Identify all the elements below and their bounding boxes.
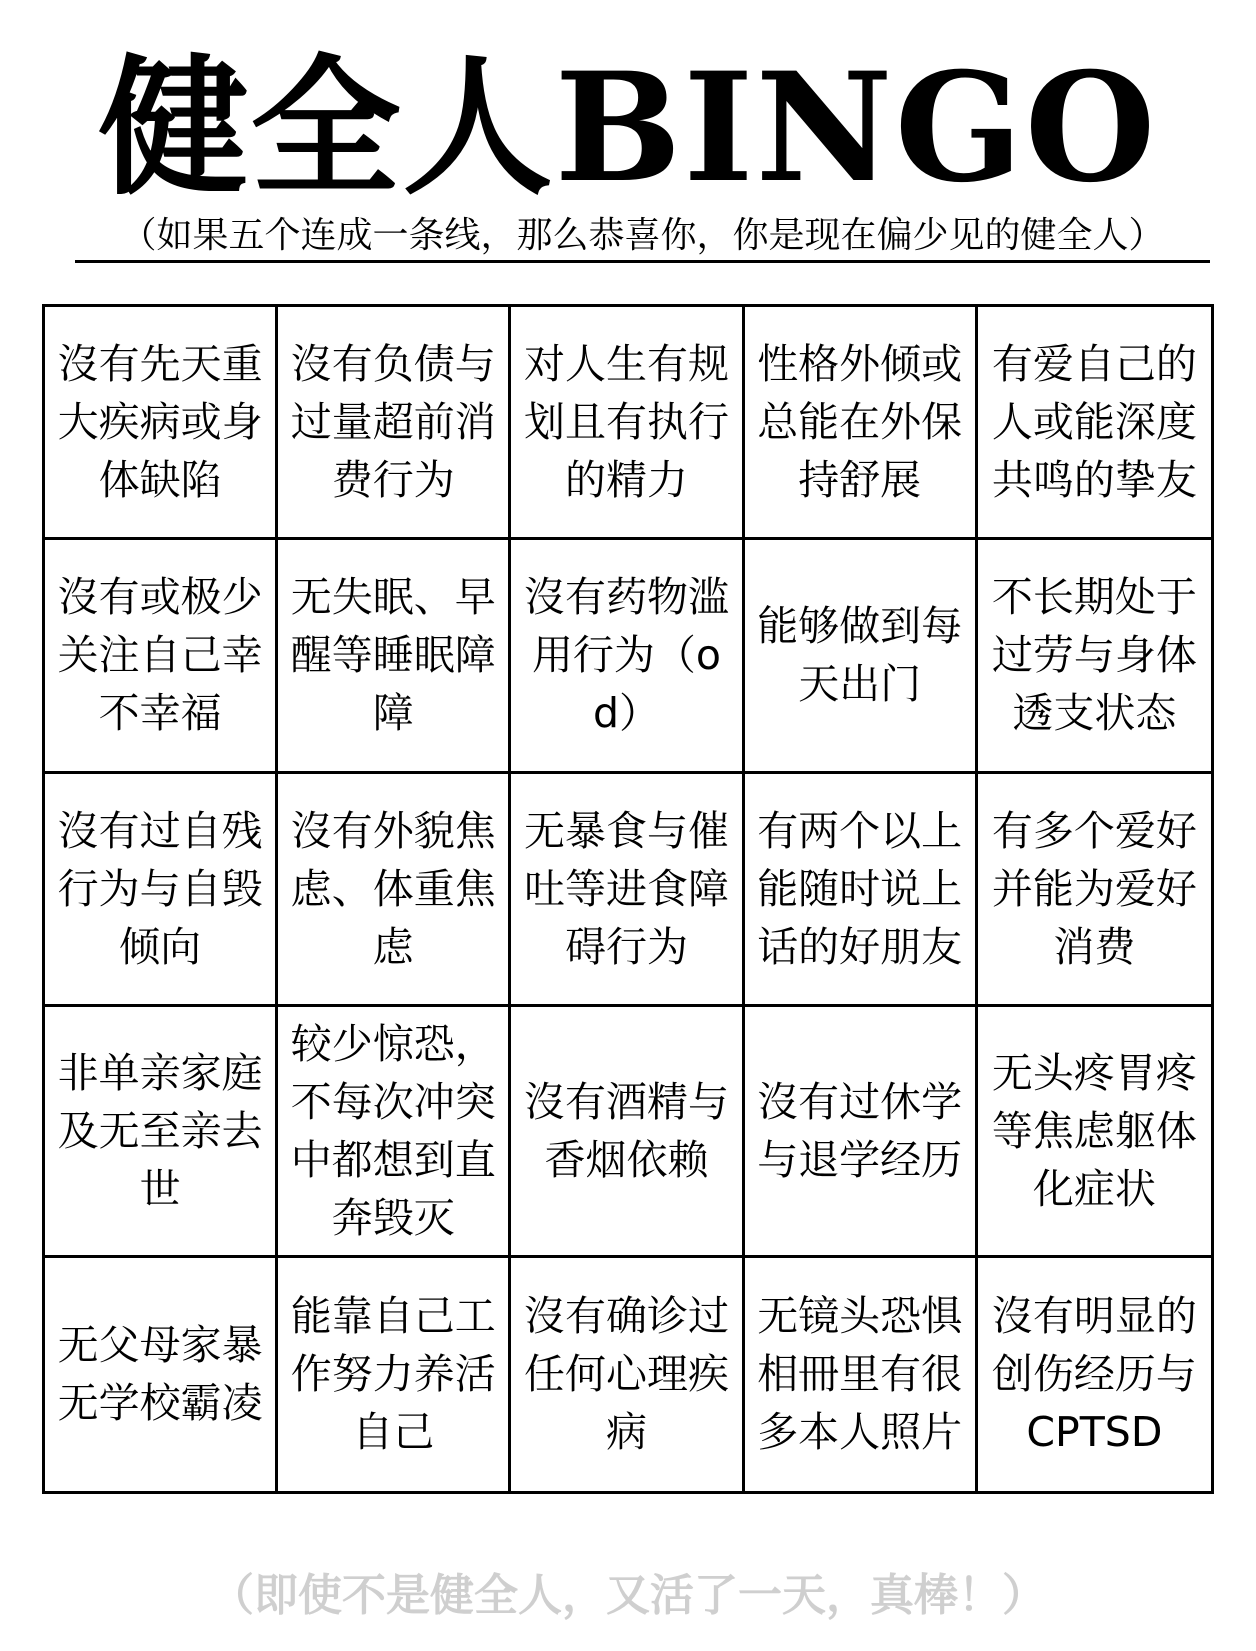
bingo-cell-text: 沒有外貌焦虑、体重焦虑 [290, 806, 496, 971]
bingo-cell[interactable] [278, 1258, 511, 1491]
bingo-cell[interactable] [511, 540, 744, 773]
bingo-cell-text: 无父母家暴无学校霸凌 [57, 1321, 263, 1428]
bingo-cell[interactable] [745, 307, 978, 540]
bingo-cell-text: 性格外倾或总能在外保持舒展 [757, 340, 963, 505]
bingo-cell-text: 沒有过自残行为与自毁倾向 [57, 806, 263, 971]
bingo-cell[interactable] [278, 307, 511, 540]
bingo-cell-text: 较少惊恐，不每次冲突中都想到直奔毁灭 [290, 1019, 496, 1242]
bingo-cell-text: 沒有药物滥用行为（od） [523, 573, 729, 738]
bingo-cell-text: 沒有先天重大疾病或身体缺陷 [57, 340, 263, 505]
bingo-cell-text: 有两个以上能随时说上话的好朋友 [757, 806, 963, 971]
bingo-cell-text: 无镜头恐惧相冊里有很多本人照片 [757, 1292, 963, 1457]
bingo-cell-text: 无暴食与催吐等进食障碍行为 [523, 806, 729, 971]
bingo-cell[interactable] [978, 1258, 1211, 1491]
bingo-cell[interactable] [745, 1258, 978, 1491]
bingo-cell[interactable] [45, 1258, 278, 1491]
bingo-cell-text: 沒有负债与过量超前消费行为 [290, 340, 496, 505]
page-title: 健全人BINGO [98, 40, 1158, 216]
bingo-cell[interactable] [745, 1007, 978, 1258]
bingo-cell[interactable] [45, 1007, 278, 1258]
bingo-cell[interactable] [978, 774, 1211, 1007]
bingo-cell-text: 非单亲家庭及无至亲去世 [57, 1048, 263, 1213]
bingo-cell[interactable] [511, 1007, 744, 1258]
bingo-cell-text: 有爱自己的人或能深度共鸣的挚友 [991, 340, 1197, 505]
bingo-cell-text: 沒有过休学与退学经历 [757, 1077, 963, 1184]
page-subtitle: （如果五个连成一条线，那么恭喜你，你是现在偏少见的健全人） [75, 212, 1210, 263]
bingo-cell[interactable] [978, 1007, 1211, 1258]
bingo-cell-text: 沒有确诊过任何心理疾病 [523, 1292, 729, 1457]
bingo-cell[interactable] [511, 1258, 744, 1491]
bingo-cell-text: 能够做到每天出门 [757, 602, 963, 709]
bingo-cell[interactable] [511, 307, 744, 540]
bingo-cell-text: 有多个爱好并能为爱好消费 [991, 806, 1197, 971]
bingo-cell[interactable] [45, 307, 278, 540]
bingo-cell[interactable] [745, 774, 978, 1007]
bingo-cell[interactable] [45, 540, 278, 773]
bingo-cell[interactable] [978, 540, 1211, 773]
bingo-cell[interactable] [45, 774, 278, 1007]
bingo-cell-text: 无头疼胃疼等焦虑躯体化症状 [991, 1048, 1197, 1213]
bingo-cell[interactable] [278, 1007, 511, 1258]
bingo-cell[interactable] [278, 774, 511, 1007]
bingo-cell[interactable] [978, 307, 1211, 540]
bingo-cell[interactable] [511, 774, 744, 1007]
bingo-cell-text: 不长期处于过劳与身体透支状态 [991, 573, 1197, 738]
bingo-cell-text: 沒有酒精与香烟依赖 [523, 1077, 729, 1184]
bingo-cell[interactable] [745, 540, 978, 773]
bingo-cell-text: 无失眠、早醒等睡眠障障 [290, 573, 496, 738]
bingo-cell-text: 对人生有规划且有执行的精力 [523, 340, 729, 505]
bingo-cell-text: 沒有或极少关注自己幸不幸福 [57, 573, 263, 738]
bingo-cell-text: 沒有明显的创伤经历与CPTSD [991, 1292, 1197, 1457]
bingo-cell[interactable] [278, 540, 511, 773]
bingo-grid [42, 304, 1214, 1494]
footer-note: （即使不是健全人，又活了一天，真棒！） [210, 1570, 1046, 1621]
bingo-cell-text: 能靠自己工作努力养活自己 [290, 1292, 496, 1457]
